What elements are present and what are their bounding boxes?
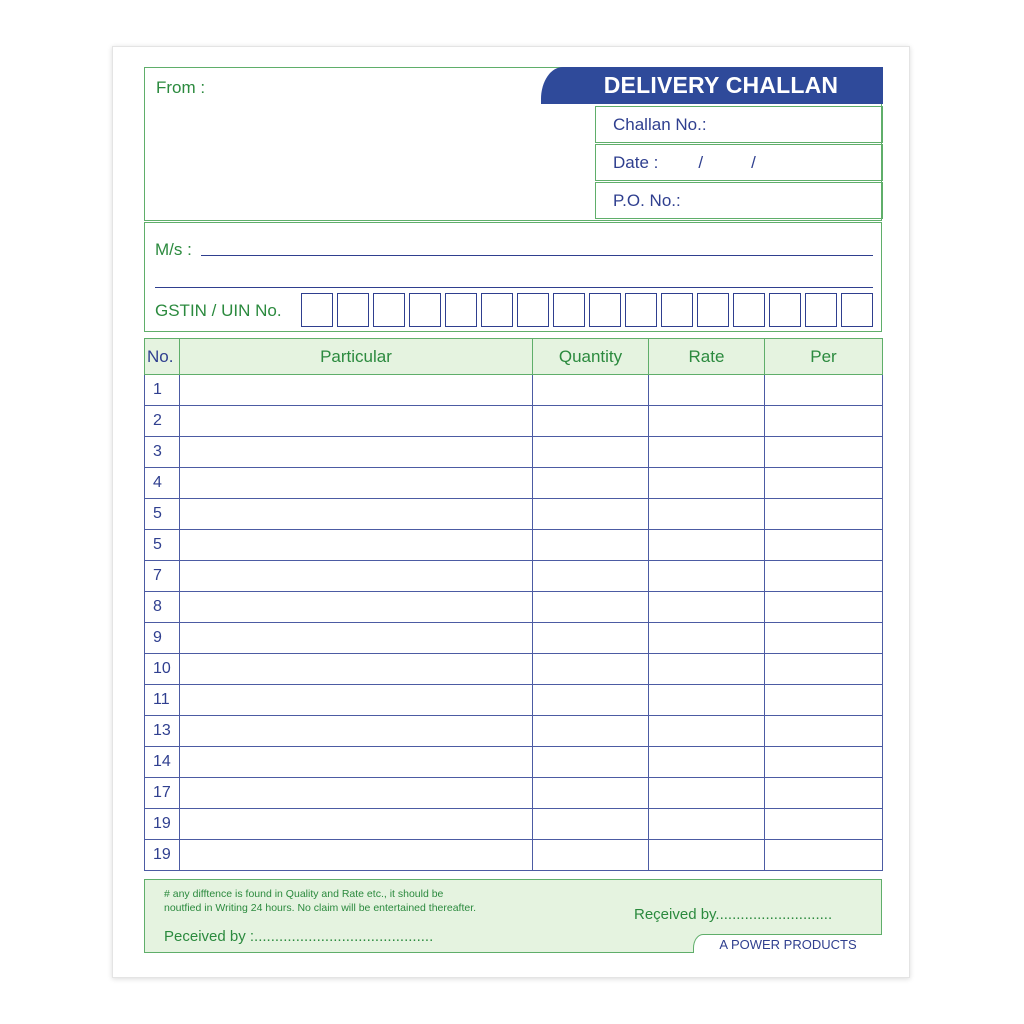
particular-cell[interactable] — [180, 592, 533, 623]
party-section — [144, 222, 882, 332]
quantity-cell[interactable] — [533, 406, 649, 437]
date-field[interactable] — [595, 144, 883, 181]
terms-note-line: noutfied in Writing 24 hours. No claim will be entertained thereafter. — [164, 902, 477, 914]
quantity-cell[interactable] — [533, 623, 649, 654]
row-number: 5 — [145, 499, 180, 530]
table-row — [145, 437, 883, 468]
rate-cell[interactable] — [649, 437, 765, 468]
rate-cell[interactable] — [649, 530, 765, 561]
particular-cell[interactable] — [180, 654, 533, 685]
particular-cell[interactable] — [180, 406, 533, 437]
particular-cell[interactable] — [180, 778, 533, 809]
row-number: 19 — [145, 809, 180, 840]
table-row — [145, 499, 883, 530]
per-cell[interactable] — [765, 685, 883, 716]
date-label: Date : — [613, 152, 659, 172]
row-number: 8 — [145, 592, 180, 623]
table-row — [145, 406, 883, 437]
gstin-char-box[interactable] — [373, 293, 405, 327]
header-quantity: Quantity — [533, 339, 649, 375]
received-by-signature[interactable]: Reçeived by............................ — [634, 906, 833, 923]
table-row — [145, 530, 883, 561]
gstin-char-box[interactable] — [589, 293, 621, 327]
per-cell[interactable] — [765, 592, 883, 623]
particular-cell[interactable] — [180, 809, 533, 840]
quantity-cell[interactable] — [533, 592, 649, 623]
quantity-cell[interactable] — [533, 375, 649, 406]
rate-cell[interactable] — [649, 685, 765, 716]
per-cell[interactable] — [765, 530, 883, 561]
table-row — [145, 561, 883, 592]
gstin-char-box[interactable] — [337, 293, 369, 327]
gstin-char-box[interactable] — [733, 293, 765, 327]
row-number: 1 — [145, 375, 180, 406]
quantity-cell[interactable] — [533, 561, 649, 592]
ms-input-line[interactable] — [201, 255, 873, 256]
quantity-cell[interactable] — [533, 809, 649, 840]
rate-cell[interactable] — [649, 778, 765, 809]
terms-note — [164, 887, 564, 915]
quantity-cell[interactable] — [533, 468, 649, 499]
po-no-field[interactable] — [595, 182, 883, 219]
particular-cell[interactable] — [180, 561, 533, 592]
document-title: DELIVERY CHALLAN — [541, 67, 883, 104]
per-cell[interactable] — [765, 809, 883, 840]
row-number: 10 — [145, 654, 180, 685]
quantity-cell[interactable] — [533, 685, 649, 716]
terms-note-line: # any difftence is found in Quality and Rate etc., it should be — [164, 888, 444, 900]
from-label: From : — [156, 78, 206, 97]
row-number: 14 — [145, 747, 180, 778]
row-number: 19 — [145, 840, 180, 871]
rate-cell[interactable] — [649, 561, 765, 592]
quantity-cell[interactable] — [533, 747, 649, 778]
table-row — [145, 809, 883, 840]
per-cell[interactable] — [765, 778, 883, 809]
table-row — [145, 840, 883, 871]
rate-cell[interactable] — [649, 406, 765, 437]
rate-cell[interactable] — [649, 468, 765, 499]
rate-cell[interactable] — [649, 840, 765, 871]
table-row — [145, 778, 883, 809]
header-rate: Rate — [649, 339, 765, 375]
particular-cell[interactable] — [180, 685, 533, 716]
gstin-char-box[interactable] — [805, 293, 837, 327]
particular-cell[interactable] — [180, 375, 533, 406]
gstin-char-box[interactable] — [625, 293, 657, 327]
rate-cell[interactable] — [649, 654, 765, 685]
gstin-char-box[interactable] — [481, 293, 513, 327]
table-row — [145, 468, 883, 499]
gstin-char-box[interactable] — [409, 293, 441, 327]
table-row — [145, 623, 883, 654]
gstin-char-box[interactable] — [697, 293, 729, 327]
particular-cell[interactable] — [180, 437, 533, 468]
rate-cell[interactable] — [649, 592, 765, 623]
table-row — [145, 592, 883, 623]
per-cell[interactable] — [765, 840, 883, 871]
challan-no-label: Challan No.: — [613, 114, 707, 134]
gstin-char-box[interactable] — [841, 293, 873, 327]
rate-cell[interactable] — [649, 716, 765, 747]
header-particular: Particular — [180, 339, 533, 375]
table-row — [145, 747, 883, 778]
po-no-label: P.O. No.: — [613, 190, 681, 210]
particular-cell[interactable] — [180, 840, 533, 871]
particular-cell[interactable] — [180, 499, 533, 530]
footer-section — [144, 879, 882, 953]
particular-cell[interactable] — [180, 716, 533, 747]
particular-cell[interactable] — [180, 468, 533, 499]
quantity-cell[interactable] — [533, 840, 649, 871]
quantity-cell[interactable] — [533, 654, 649, 685]
quantity-cell[interactable] — [533, 499, 649, 530]
table-row — [145, 654, 883, 685]
row-number: 2 — [145, 406, 180, 437]
particular-cell[interactable] — [180, 530, 533, 561]
peceived-by-signature[interactable]: Peceived by :........................................... — [164, 928, 434, 945]
rate-cell[interactable] — [649, 499, 765, 530]
per-cell[interactable] — [765, 499, 883, 530]
quantity-cell[interactable] — [533, 437, 649, 468]
gstin-label: GSTIN / UIN No. — [155, 301, 282, 320]
sender-section — [144, 67, 882, 221]
per-cell[interactable] — [765, 437, 883, 468]
date-separator: / — [751, 152, 756, 172]
table-header-row — [145, 339, 883, 375]
gstin-char-box[interactable] — [517, 293, 549, 327]
per-cell[interactable] — [765, 654, 883, 685]
row-number: 7 — [145, 561, 180, 592]
per-cell[interactable] — [765, 406, 883, 437]
quantity-cell[interactable] — [533, 716, 649, 747]
quantity-cell[interactable] — [533, 778, 649, 809]
brand-label: A POWER PRODUCTS — [693, 934, 882, 953]
row-number: 5 — [145, 530, 180, 561]
ms-input-line-2[interactable] — [155, 287, 873, 288]
items-table — [144, 338, 883, 871]
header-no: No. — [145, 339, 180, 375]
particular-cell[interactable] — [180, 747, 533, 778]
items-body — [145, 375, 883, 871]
row-number: 11 — [145, 685, 180, 716]
rate-cell[interactable] — [649, 809, 765, 840]
header-per: Per — [765, 339, 883, 375]
particular-cell[interactable] — [180, 623, 533, 654]
quantity-cell[interactable] — [533, 530, 649, 561]
date-separator: / — [698, 152, 704, 172]
table-row — [145, 716, 883, 747]
row-number: 13 — [145, 716, 180, 747]
gstin-char-box[interactable] — [661, 293, 693, 327]
per-cell[interactable] — [765, 561, 883, 592]
row-number: 4 — [145, 468, 180, 499]
per-cell[interactable] — [765, 716, 883, 747]
row-number: 3 — [145, 437, 180, 468]
gstin-box-group — [301, 293, 873, 327]
per-cell[interactable] — [765, 375, 883, 406]
per-cell[interactable] — [765, 623, 883, 654]
ms-label: M/s : — [155, 240, 192, 259]
gstin-char-box[interactable] — [445, 293, 477, 327]
gstin-char-box[interactable] — [553, 293, 585, 327]
row-number: 9 — [145, 623, 180, 654]
per-cell[interactable] — [765, 747, 883, 778]
row-number: 17 — [145, 778, 180, 809]
rate-cell[interactable] — [649, 375, 765, 406]
table-row — [145, 685, 883, 716]
per-cell[interactable] — [765, 468, 883, 499]
rate-cell[interactable] — [649, 623, 765, 654]
gstin-char-box[interactable] — [769, 293, 801, 327]
table-row — [145, 375, 883, 406]
gstin-char-box[interactable] — [301, 293, 333, 327]
challan-no-field[interactable] — [595, 106, 883, 143]
rate-cell[interactable] — [649, 747, 765, 778]
